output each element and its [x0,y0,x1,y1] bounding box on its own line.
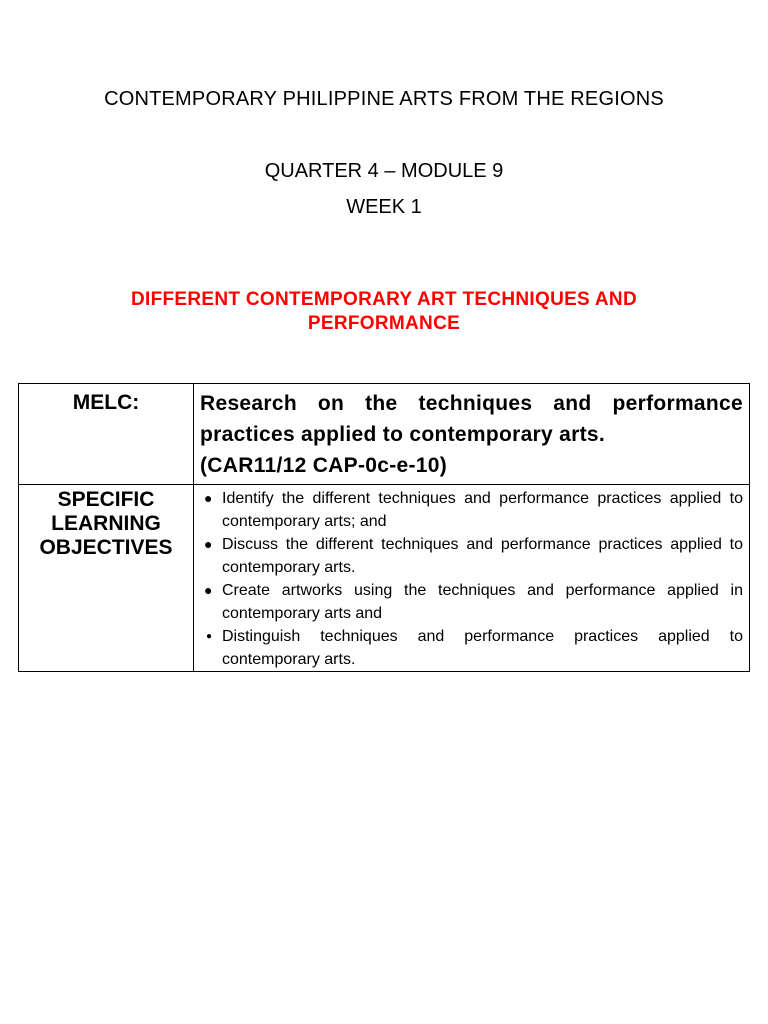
melc-label: MELC: [19,384,194,485]
melc-code: (CAR11/12 CAP-0c-e-10) [200,454,448,477]
objective-text: Identify the different techniques and performance practices applied to contemporary arts; and [222,490,743,530]
objective-text: Distinguish techniques and performance practices applied to contemporary arts. [222,628,743,668]
objective-item [200,487,743,533]
objective-text: Create artworks using the techniques and performance applied in contemporary arts and [222,582,743,622]
melc-content [194,384,750,485]
objectives-content [194,485,750,672]
objectives-label: SPECIFIC LEARNING OBJECTIVES [19,485,194,672]
melc-table [18,383,750,672]
bullet-icon: ● [204,490,213,506]
week-heading: WEEK 1 [346,196,422,218]
subject-title: CONTEMPORARY PHILIPPINE ARTS FROM THE REGIONS [104,88,664,110]
bullet-icon: ● [204,582,213,598]
small-bullet-icon: ● [206,631,213,642]
objective-item [200,579,743,625]
lesson-title: DIFFERENT CONTEMPORARY ART TECHNIQUES AND PERFORMANCE [131,289,637,334]
objective-item [200,533,743,579]
bullet-icon: ● [204,536,213,552]
objectives-row [19,485,750,672]
melc-text: Research on the techniques and performance practices applied to contemporary arts. [200,392,743,446]
objective-list [200,487,743,671]
objective-item [200,625,743,671]
objective-text: Discuss the different techniques and performance practices applied to contemporary arts. [222,536,743,576]
quarter-module-heading: QUARTER 4 – MODULE 9 [264,160,504,182]
melc-row [19,384,750,485]
